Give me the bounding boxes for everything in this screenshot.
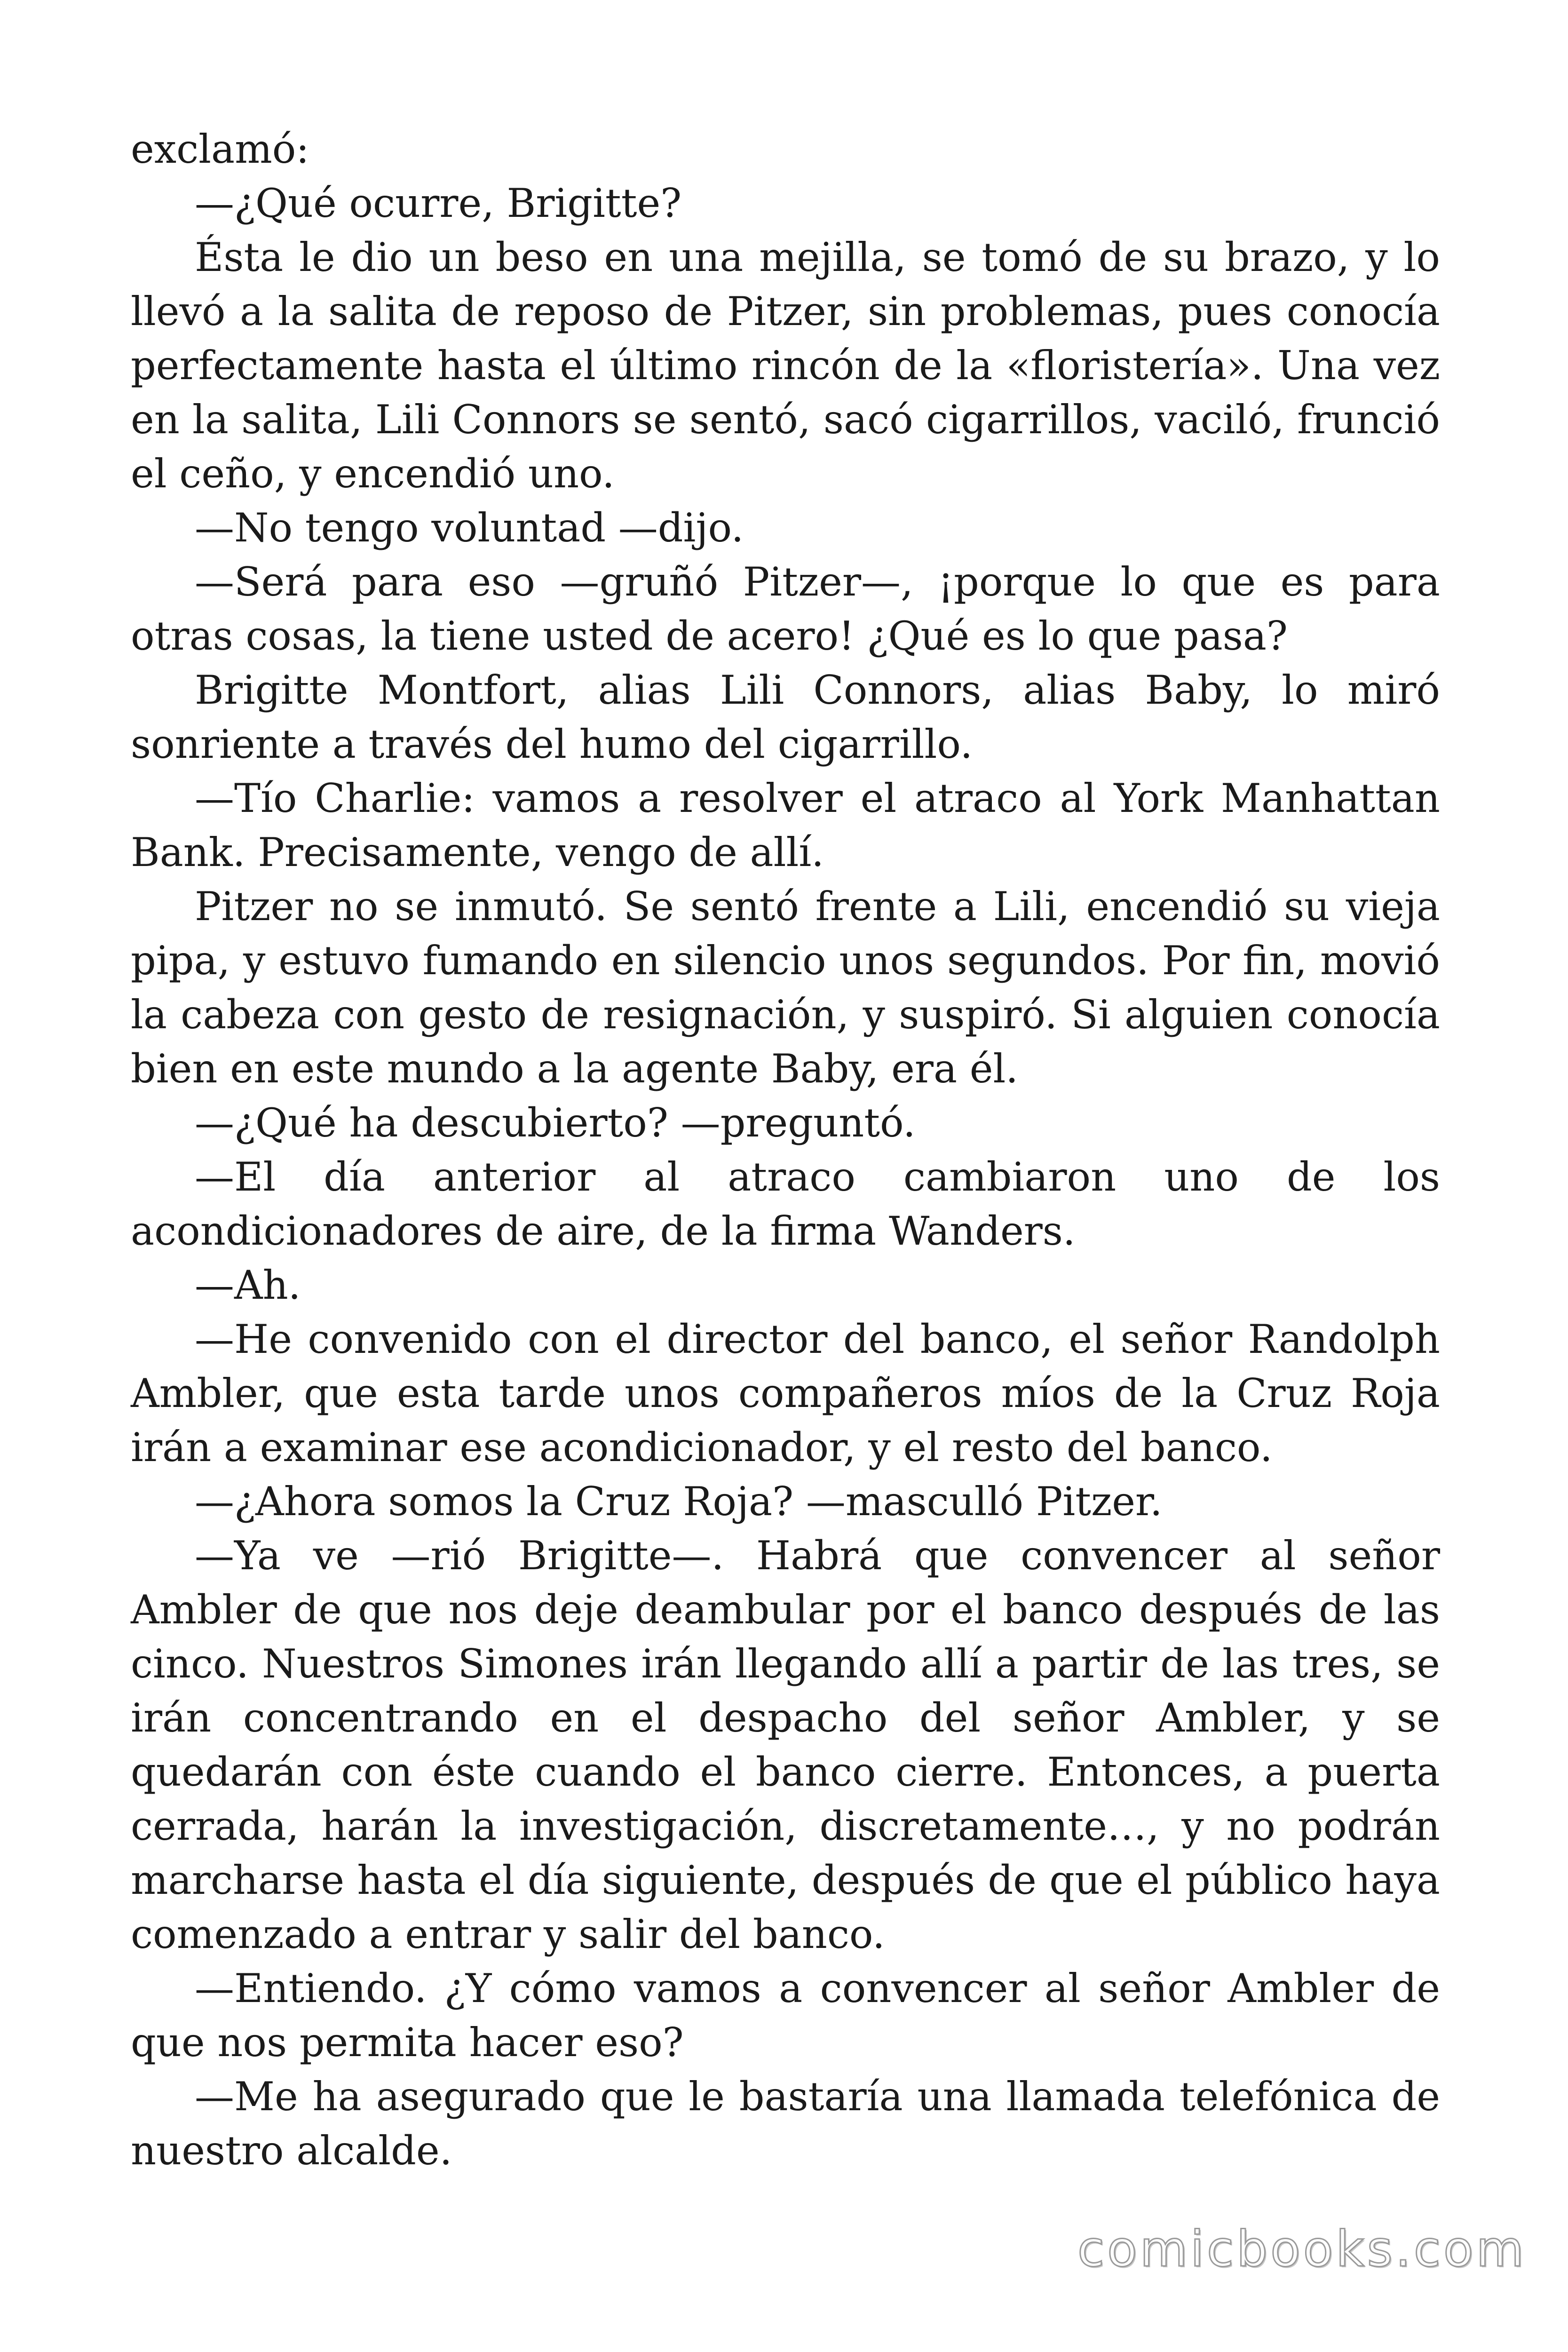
paragraph: —¿Ahora somos la Cruz Roja? —masculló Pitzer. (195, 1478, 1163, 1525)
paragraph: exclamó: (131, 126, 309, 172)
paragraph: —Tío Charlie: vamos a resolver el atraco al York Manhattan Bank. Precisamente, vengo de allí. (131, 775, 1440, 875)
paragraph: —¿Qué ha descubierto? —preguntó. (195, 1100, 916, 1146)
paragraph: —Será para eso —gruñó Pitzer—, ¡porque lo que es para otras cosas, la tiene usted de acero! ¿Qué es lo que pasa? (131, 559, 1440, 659)
paragraph: Pitzer no se inmutó. Se sentó frente a Lili, encendió su vieja pipa, y estuvo fumando en silencio unos segundos. Por fin, movió la cabeza con gesto de resignación, y suspiró. Si alguien conocía bien en este mundo a la agente Baby, era él. (131, 883, 1440, 1092)
paragraph: —Ya ve —rió Brigitte—. Habrá que convencer al señor Ambler de que nos deje deambular por el banco después de las cinco. Nuestros Simones irán llegando allí a partir de las tres, se irán concentrando en el despacho del señor Ambler, y se quedarán con éste cuando el banco cierre. Entonces, a puerta cerrada, harán la investigación, discretamente…, y no podrán marcharse hasta el día siguiente, después de que el público haya comenzado a entrar y salir del banco. (131, 1533, 1440, 1957)
paragraph: —He convenido con el director del banco, el señor Randolph Ambler, que esta tarde unos compañeros míos de la Cruz Roja irán a examinar ese acondicionador, y el resto del banco. (131, 1316, 1440, 1470)
paragraph: Ésta le dio un beso en una mejilla, se tomó de su brazo, y lo llevó a la salita de reposo de Pitzer, sin problemas, pues conocía perfectamente hasta el último rincón de la «floristería». Una vez en la salita, Lili Connors se sentó, sacó cigarrillos, vaciló, frunció el ceño, y encendió uno. (131, 234, 1440, 497)
watermark-text: comicbooks.com (1077, 2220, 1527, 2278)
body-text (131, 122, 1440, 2178)
paragraph: —Me ha asegurado que le bastaría una llamada telefónica de nuestro alcalde. (131, 2074, 1440, 2174)
paragraph: —Entiendo. ¿Y cómo vamos a convencer al señor Ambler de que nos permita hacer eso? (131, 1965, 1440, 2066)
paragraph: —¿Qué ocurre, Brigitte? (195, 180, 682, 226)
paragraph: —Ah. (195, 1262, 301, 1308)
paragraph: —No tengo voluntad —dijo. (195, 505, 744, 551)
paragraph: —El día anterior al atraco cambiaron uno de los acondicionadores de aire, de la firma Wanders. (131, 1154, 1440, 1254)
paragraph: Brigitte Montfort, alias Lili Connors, alias Baby, lo miró sonriente a través del humo del cigarrillo. (131, 667, 1440, 767)
